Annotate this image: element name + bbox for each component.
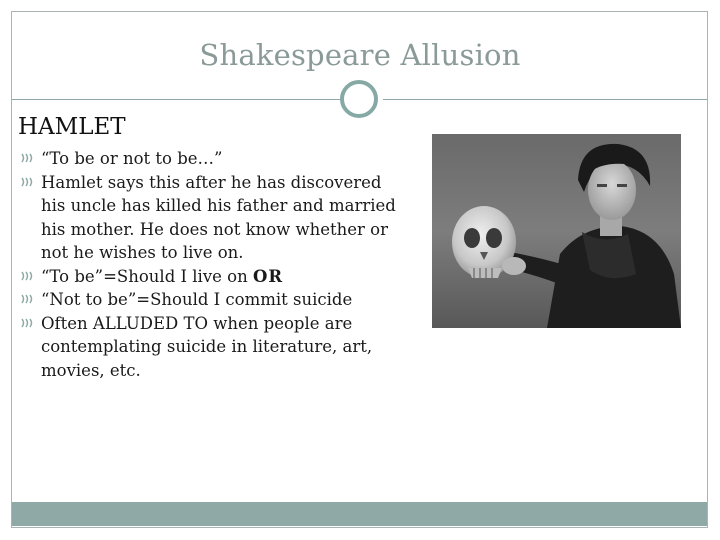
bullet-item (19, 147, 409, 171)
bullet-icon (21, 152, 35, 164)
bullet-item (19, 312, 409, 383)
bullet-icon (21, 270, 35, 282)
hamlet-skull-photo (432, 134, 681, 328)
circle-ornament-icon (340, 80, 378, 118)
bullet-text: Hamlet says this after he has discovered his uncle has killed his father and married his mother. He does not know whether or not he wishes to live on. (41, 172, 396, 262)
bullet-text: “To be”=Should I live on (41, 266, 253, 286)
bullet-icon (21, 317, 35, 329)
section-heading: HAMLET (18, 114, 126, 140)
bullet-text: “Not to be”=Should I commit suicide (41, 290, 353, 309)
bullet-item (19, 288, 409, 312)
bullet-text: “To be or not to be…” (41, 149, 223, 168)
bullet-item (19, 171, 409, 265)
bullet-emphasis: OR (252, 266, 284, 286)
bullet-icon (21, 293, 35, 305)
bullet-item (19, 265, 409, 289)
footer-bar (12, 502, 707, 526)
bullet-icon (21, 176, 35, 188)
bullet-text: Often ALLUDED TO when people are contemplating suicide in literature, art, movies, etc. (41, 313, 373, 380)
title-divider-right (383, 99, 707, 100)
bullet-list (19, 147, 409, 382)
slide-title: Shakespeare Allusion (199, 38, 521, 72)
title-divider-left (12, 99, 341, 100)
